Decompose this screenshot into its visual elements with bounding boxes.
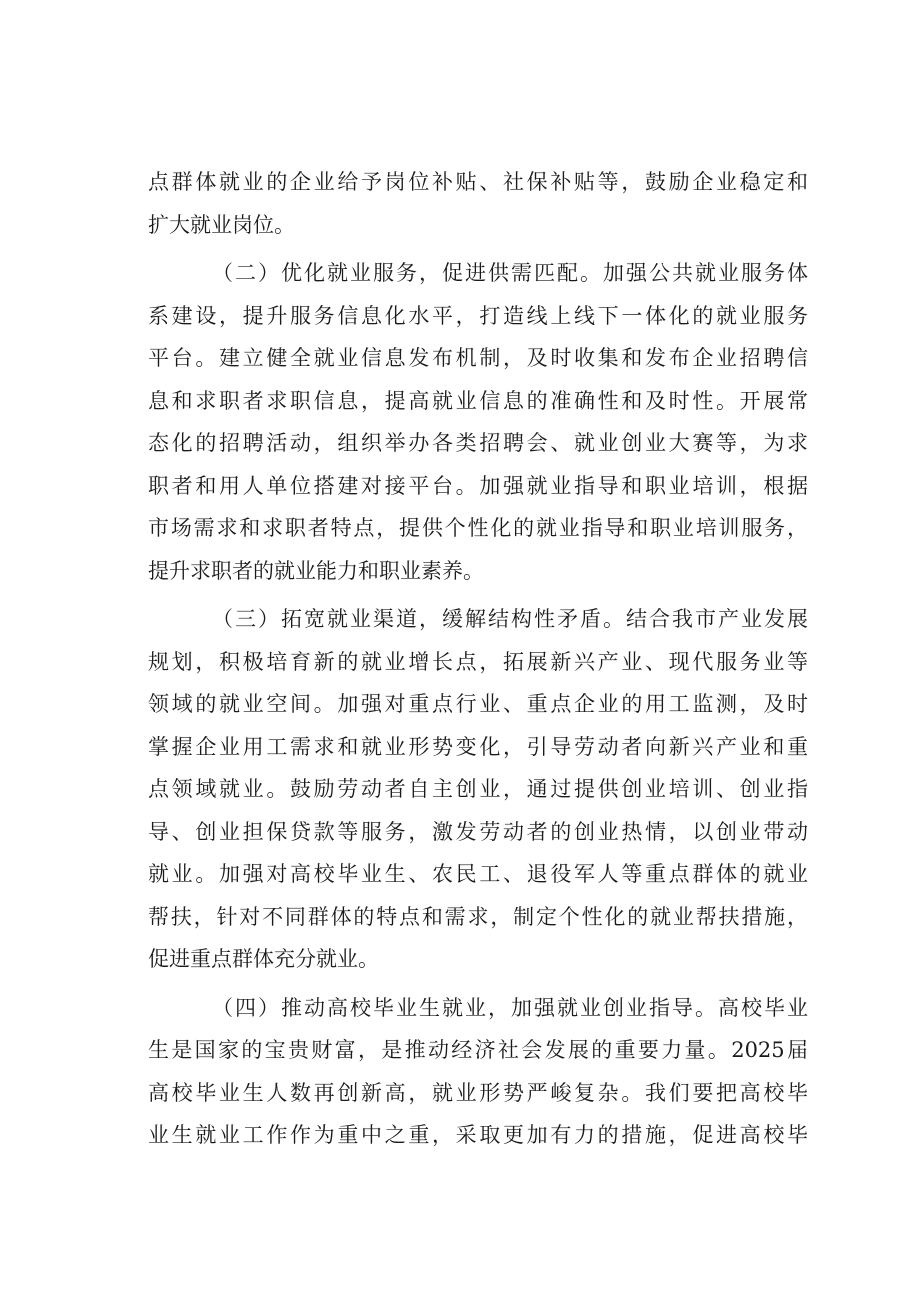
paragraph: [148, 598, 808, 981]
text-line: 提升求职者的就业能力和职业素养。: [148, 558, 484, 583]
text-line: 高校毕业生人数再创新高，就业形势严峻复杂。我们要把高校毕: [148, 1080, 808, 1105]
paragraph: [148, 987, 808, 1157]
text-line: 领域的就业空间。加强对重点行业、重点企业的用工监测，及时: [148, 692, 808, 716]
text-line: 导、创业担保贷款等服务，激发劳动者的创业热情，以创业带动: [148, 819, 808, 844]
text-line: 业生就业工作作为重中之重，采取更加有力的措施，促进高校毕: [148, 1123, 808, 1147]
text-line: 市场需求和求职者特点，提供个性化的就业指导和职业培训服务，: [148, 516, 808, 540]
text-line: 息和求职者求职信息，提高就业信息的准确性和及时性。开展常: [148, 388, 808, 413]
text-line: 帮扶，针对不同群体的特点和需求，制定个性化的就业帮扶措施，: [148, 904, 808, 929]
text-line: （二）优化就业服务，促进供需匹配。加强公共就业服务体: [212, 261, 808, 285]
text-line: 点群体就业的企业给予岗位补贴、社保补贴等，鼓励企业稳定和: [148, 170, 808, 194]
text-line: （三）拓宽就业渠道，缓解结构性矛盾。结合我市产业发展: [212, 607, 808, 631]
paragraph: [148, 252, 808, 592]
text-line: 系建设，提升服务信息化水平，打造线上线下一体化的就业服务: [148, 303, 808, 328]
text-line: 扩大就业岗位。: [148, 212, 295, 237]
text-line: 态化的招聘活动，组织举办各类招聘会、就业创业大赛等，为求: [148, 431, 808, 455]
text-line: 职者和用人单位搭建对接平台。加强就业指导和职业培训，根据: [148, 473, 808, 498]
text-line: 促进重点群体充分就业。: [148, 947, 379, 971]
document-body: [148, 161, 808, 1157]
paragraph: [148, 161, 808, 246]
text-line: 平台。建立健全就业信息发布机制，及时收集和发布企业招聘信: [148, 346, 808, 370]
text-line: （四）推动高校毕业生就业，加强就业创业指导。高校毕业: [212, 995, 808, 1020]
text-line: 就业。加强对高校毕业生、农民工、退役军人等重点群体的就业: [148, 862, 808, 886]
text-line: 点领域就业。鼓励劳动者自主创业，通过提供创业培训、创业指: [148, 777, 808, 801]
text-line: 掌握企业用工需求和就业形势变化，引导劳动者向新兴产业和重: [148, 734, 808, 759]
text-line: 生是国家的宝贵财富，是推动经济社会发展的重要力量。2025届: [148, 1038, 808, 1062]
text-line: 规划，积极培育新的就业增长点，拓展新兴产业、现代服务业等: [148, 649, 808, 674]
